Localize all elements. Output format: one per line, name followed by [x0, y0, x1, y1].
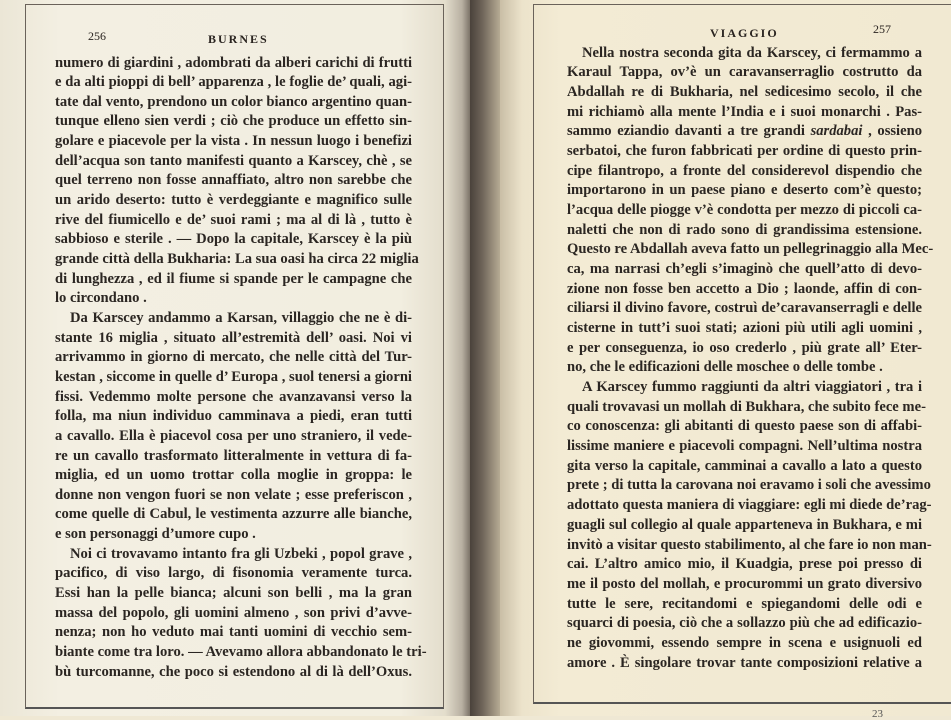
line-text: come quelle di Cabul, le vestimenta azzurre alle bianche, [55, 506, 412, 523]
line-text: folla, ma niun individuo camminava a piedi, eran tutti [55, 408, 412, 425]
right-page-number: 257 [873, 22, 891, 36]
text-line [567, 417, 922, 436]
text-line [567, 260, 922, 279]
text-line [55, 584, 412, 603]
text-line [55, 388, 412, 407]
text-line [55, 230, 412, 249]
line-text: no, che le edificazioni delle moschee o delle tombe . [567, 359, 883, 376]
text-line [55, 604, 412, 623]
line-text: e son personaggi d’umore cupo . [55, 526, 256, 543]
line-text: naletti che non di rado sono di grandissima estensione. [567, 221, 922, 238]
text-line [55, 54, 412, 73]
text-line [567, 221, 922, 240]
line-text: Essi han la pelle bianca; alcuni son belli , ma la gran [55, 585, 412, 602]
line-text: dell’acqua son tanto manifesti quanto a Karscey, chè , se [55, 152, 412, 169]
text-line [582, 44, 922, 63]
line-text: cisterne in tutt’i suoi stati; azioni più utili agli uomini , [567, 320, 922, 337]
line-text: numero di giardini , adombrati da alberi carichi di frutti [55, 54, 412, 71]
text-line [567, 240, 934, 259]
line-text: sammo eziandio davanti a tre grandi [567, 123, 811, 140]
line-text: Karaul Tappa, ov’è un caravanserraglio costrutto da [567, 64, 922, 81]
line-text: Noi ci trovavamo intanto fra gli Uzbeki , popol grave , [70, 545, 412, 562]
line-text: grande città della Bukharia: La sua oasi ha circa 22 miglia [55, 251, 419, 267]
text-line [55, 112, 412, 131]
line-text: lissime maniere e piacevoli compagni. Nell’ultima nostra [567, 438, 922, 455]
text-line [567, 536, 932, 555]
line-text: adottato questa maniera di viaggiare: egli mi diede de’rag- [567, 497, 932, 514]
line-text: un arido deserto: tutto è verdeggiante e magnifico sulle [55, 192, 412, 209]
line-text: e per conseguenza, io oso crederlo , più grate all’ Eter- [567, 339, 922, 356]
text-line [55, 623, 412, 642]
text-line [567, 437, 922, 456]
text-line [55, 329, 412, 348]
text-line [55, 93, 412, 112]
line-text: lo circondano . [55, 290, 147, 307]
text-line [567, 299, 922, 318]
line-text: tate dal vento, prendono un color bianco argentino quan- [55, 93, 412, 110]
text-line [567, 457, 922, 476]
line-text: serbatoi, che furon fabbricati per ordine di questo prin- [567, 142, 922, 159]
line-text: re un cavallo trasformato litteralmente in vettura di fa- [55, 447, 412, 464]
left-page-number: 256 [88, 29, 106, 43]
line-text: importarono in un paese piano e deserto com’è questo; [567, 182, 922, 199]
line-text: gita verso la capitale, camminai a cavallo a lato a questo [567, 457, 922, 474]
text-line [567, 595, 922, 614]
text-line [567, 496, 932, 515]
line-text: donne non vengon fuori se non velate ; esse preferiscon , [55, 486, 412, 503]
line-text: mi richiamò alla mente l’India e i suoi monarchi . Pas- [567, 103, 922, 120]
line-text: fissi. Vedemmo molte persone che avanzavansi verso la [55, 388, 412, 405]
line-text: kestan , siccome in quelle d’ Europa , suol tenersi a giorni [55, 368, 412, 385]
text-line [567, 319, 922, 338]
text-line [567, 555, 922, 574]
italic-term: sardabai [810, 123, 863, 140]
line-text: ne giovommi, essendo sempre in scena e usignuoli ed [567, 634, 922, 651]
line-text: arrivammo in giorno di mercato, che nelle città del Tur- [55, 349, 412, 366]
text-line [55, 73, 412, 92]
text-line [567, 516, 922, 535]
text-line [55, 643, 427, 662]
line-text: zione non fosse ben accetto a Dio ; laonde, affin di con- [567, 280, 922, 297]
text-line [567, 476, 931, 495]
line-text: co conoscenza: gli abitanti di questo paese son di affabi- [567, 418, 922, 435]
text-line [55, 407, 412, 426]
line-text: Nella nostra seconda gita da Karscey, ci fermammo a [582, 44, 922, 61]
text-line [567, 575, 922, 594]
text-line [567, 162, 922, 181]
text-line [55, 486, 412, 505]
line-text: bù turcomanne, che poco si estendono al di là dell’Oxus. [55, 663, 412, 680]
line-text: cipe filantropo, a fronte del considerevol dispendio che [567, 162, 922, 179]
text-line [567, 614, 922, 633]
line-text: Da Karscey andammo a Karsan, villaggio che ne è di- [70, 309, 412, 326]
text-line [567, 63, 922, 82]
line-text: nenza; non ho veduto mai tanti uomini di vecchio sem- [55, 624, 412, 641]
text-line [567, 654, 922, 673]
line-text: golare e piacevole per la vista . In nessun luogo i benefizi [55, 133, 412, 150]
line-text: guagli sul collegio al quale apparteneva in Bukhara, e mi [567, 516, 922, 533]
text-line [55, 152, 412, 171]
left-running-head: BURNES [208, 32, 269, 46]
text-line [55, 289, 147, 308]
line-text: miglia, ed un uomo trottar colla moglie in groppa: le [55, 467, 412, 484]
line-text: tunque elleno sien verdi ; ciò che produce un effetto sin- [55, 113, 412, 130]
text-line [55, 270, 412, 289]
text-line [55, 427, 412, 446]
line-text: me il posto del mollah, e procurommi un grato diversivo [567, 575, 922, 592]
line-text: di lunghezza , ed il fiume si spande per le campagne che [55, 270, 412, 287]
text-line [55, 663, 412, 682]
line-text: pacifico, di viso largo, di fisonomia veramente turca. [55, 565, 412, 582]
text-line [567, 358, 883, 377]
line-text: Abdallah re di Bukharia, nel sedicesimo secolo, il che [567, 83, 922, 100]
text-line [567, 201, 922, 220]
book-gutter [470, 0, 500, 716]
line-text: Questo re Abdallah aveva fatto un pellegrinaggio alla Mec- [567, 241, 934, 258]
text-line [55, 505, 412, 524]
text-line [70, 309, 412, 328]
line-text: sabbioso e sterile . — Dopo la capitale, Karscey è la più [55, 231, 412, 248]
line-text: cai. L’altro amico mio, il Kuadgia, prese poi presso di [567, 556, 922, 573]
line-text: quel terreno non fosse annaffiato, altro non sarebbe che [55, 172, 412, 189]
line-text: ca, ma narrasi ch’egli s’imaginò che quell’atto di devo- [567, 260, 922, 277]
text-line [55, 564, 412, 583]
line-text: stante 16 miglia , situato all’estremità dell’ oasi. Noi vi [55, 329, 412, 346]
line-text: , ossieno [862, 123, 922, 140]
line-text: squarci di poesia, ciò che a sollazzo più che ad edificazio- [567, 615, 922, 632]
line-text: rive del fiumicello e de’ suoi rami ; ma al di là , tutto è [55, 211, 412, 228]
text-line [582, 378, 922, 397]
text-line [55, 132, 412, 151]
text-line [70, 545, 412, 564]
line-text: quali trovavasi un mollah di Bukhara, che subito fece me- [567, 398, 926, 415]
line-text: invitò a visitar questo stabilimento, al che fare io non man- [567, 536, 932, 553]
signature-mark: 23 [872, 708, 883, 720]
text-line [55, 466, 412, 485]
text-line [567, 122, 922, 141]
line-text: l’acqua delle piogge v’è condotta per mezzo di piccoli ca- [567, 201, 922, 218]
text-line [567, 103, 922, 122]
line-text: A Karscey fummo raggiunti da altri viaggiatori , tra i [582, 379, 922, 396]
text-line [567, 142, 922, 161]
text-line [567, 398, 926, 417]
text-line [55, 447, 412, 466]
line-text: a cavallo. Ella è piacevol cosa per uno straniero, il vede- [55, 427, 412, 444]
text-line [55, 211, 412, 230]
line-text: ciliarsi il divino favore, costruì de’caravanserragli e delle [567, 300, 922, 317]
line-text: amore . È singolare trovar tante composizioni relative a [567, 654, 922, 671]
text-line [567, 280, 922, 299]
text-line [567, 339, 922, 358]
text-line [55, 250, 419, 269]
text-line [55, 171, 412, 190]
text-line [567, 181, 922, 200]
line-text: e da alti pioppi di bell’ apparenza , le foglie de’ quali, agi- [55, 74, 412, 91]
text-line [55, 368, 412, 387]
line-text: tutte le sere, recitandomi e spiegandomi delle odi e [567, 595, 922, 612]
right-running-head: VIAGGIO [710, 26, 779, 40]
text-line [567, 83, 922, 102]
text-line [567, 634, 922, 653]
line-text: biante come tra loro. — Avevamo allora abbandonato le tri- [55, 644, 427, 660]
text-line [55, 191, 412, 210]
text-line [55, 348, 412, 367]
text-line [55, 525, 256, 544]
line-text: massa del popolo, gli uomini almeno , son privi d’avve- [55, 604, 412, 621]
line-text: prete ; di tutta la carovana noi eravamo i soli che avessimo [567, 477, 931, 494]
